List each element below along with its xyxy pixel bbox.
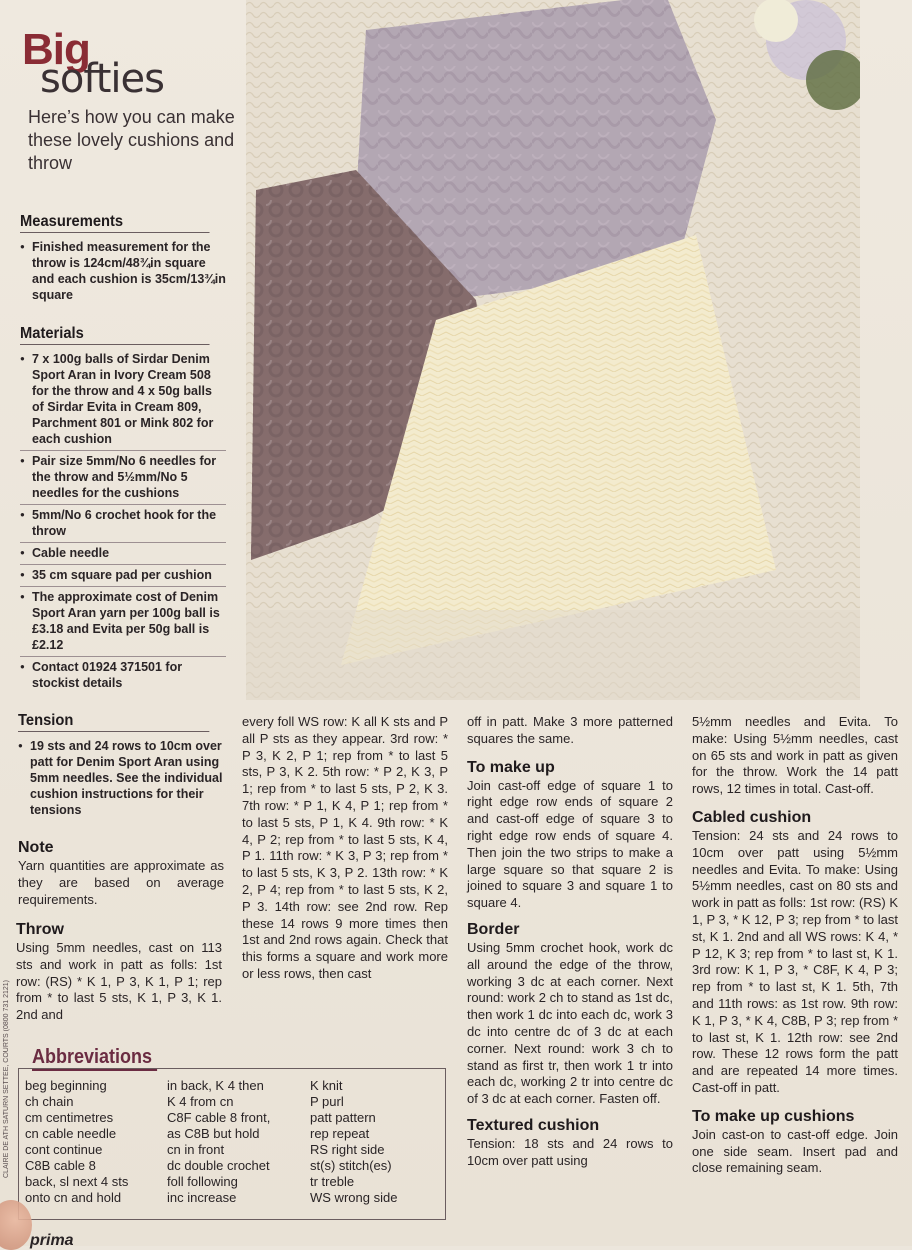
measurements-section [20,214,226,306]
abbreviation-entry: back, sl next 4 sts [25,1174,129,1189]
material-item: ● Cable needle [20,543,226,565]
cabled-cushion-text: Tension: 24 sts and 24 rows to 10cm over patt using 5½mm needles and Evita. To make: Using 5½mm needles, cast on 80 sts and work in patt as folls: 1st row: (RS) K 1, P 3, * K 12, P 3; rep from * to last st, K 1. 2nd and all WS rows: K 4, * P 12, K 3; rep from * to last st, K 1. 3rd row: K 1, P 3, * C8F, K 4, P 3; rep from * to last st, K 1. 5th, 7th and 11th rows: as 1st row. 9th row: K 1, P 3, * K 4, C8B, P 3; rep from * to last st, K 1. 12th row: see 2nd row. These 12 rows form the patt and are repeated 14 more times. Cast-off in patt. [692,827,898,1095]
tension-section [18,713,226,821]
make-up-cushions-heading: To make up cushions [692,1107,855,1125]
throw-continued-text: every foll WS row: K all K sts and P all P sts as they appear. 3rd row: * P 3, K 2, P 1; rep from * to last 5 sts, P 3, K 2. 5th row: * P 2, K 3, P 1; rep from * to last 5 sts, P 2, K 3. 7th row: * P 1, K 4, P 1; rep from * to last 5 sts, P 1, K 4. 9th row: * K 4, P 2; rep from * to last 5 sts, K 4, P 1. 11th row: * K 3, P 3; rep from * to last 5 sts, K 3, P 2. 13th row: * K 2, P 4; rep from * to last 5 sts, K 2, P 3. 14th row: see 2nd row. Rep these 14 rows 9 more times then 1st and 2nd rows again. Check that this forms a square and work more or less rows, then cast [242,714,448,981]
throw-heading: Throw [16,921,64,938]
material-item: ● Pair size 5mm/No 6 needles for the throw and 5½mm/No 5 needles for the cushions [20,451,226,505]
note-heading: Note [18,839,54,856]
abbreviations-heading: Abbreviations [32,1046,153,1068]
abbreviation-entry: foll following [167,1174,238,1189]
abbreviations-col-2 [167,1078,302,1206]
textured-cushion-continued: 5½mm needles and Evita. To make: Using 5½mm needles, cast on 65 sts and work in patt as given for the throw. Work the 14 patt rows, 12 times in total. Cast-off. [692,714,898,797]
abbreviation-entry: in back, K 4 then [167,1078,264,1093]
abbreviation-entry: K knit [310,1078,343,1093]
abbreviation-entry: ch chain [25,1094,74,1109]
abbreviation-entry: RS right side [310,1142,385,1157]
border-text: Using 5mm crochet hook, work dc all around the edge of the throw, working 3 dc at each corner. Next round: work 2 ch to stand as 1st dc, then work 1 dc into each dc, work 3 dc into centre dc of 3 dc at each corner. Next round: work 3 ch to stand as first tr, then work 1 tr into each dc, working 2 tr into centre dc of 3 dc at each corner. Fasten off. [467,939,673,1107]
materials-section [20,326,226,694]
column-3 [467,714,673,1170]
make-up-cushions-text: Join cast-on to cast-off edge. Join one side seam. Insert pad and close remaining seam. [692,1126,898,1176]
cabled-cushion-heading: Cabled cushion [692,808,812,826]
textured-cushion-text: Tension: 18 sts and 24 rows to 10cm over patt using [467,1135,673,1168]
make-up-heading: To make up [467,758,555,776]
abbreviation-entry: K 4 from cn [167,1094,234,1109]
note-section [18,840,224,908]
abbreviation-entry: onto cn and hold [25,1190,122,1205]
column-4 [692,714,898,1177]
abbreviation-entry: dc double crochet [167,1158,270,1173]
abbreviation-entry: P purl [310,1094,344,1109]
title-softies: softies [40,56,164,102]
materials-heading: Materials [20,326,210,345]
magazine-logo: prima [30,1232,74,1249]
border-heading: Border [467,920,520,938]
abbreviation-entry: C8B cable 8 [25,1158,96,1173]
measurements-heading: Measurements [20,214,210,233]
abbreviation-entry: WS wrong side [310,1190,398,1205]
tension-item: ● 19 sts and 24 rows to 10cm over patt for Denim Sport Aran using 5mm needles. See the individual cushion instructions for their tensions [18,736,226,821]
material-item: ● Contact 01924 371501 for stockist details [20,657,226,694]
title-big: Big [22,25,90,74]
tension-heading: Tension [18,713,209,732]
cushions-photo-illustration [246,0,860,700]
abbreviation-entry: as C8B but hold [167,1126,260,1141]
abbreviation-entry: tr treble [310,1174,355,1189]
photo-credit: CLAIRE DE ATH SATURN SETTEE, COURTS (0800 731 2121) [3,979,10,1178]
throw-section [16,922,222,1024]
material-item: ● 7 x 100g balls of Sirdar Denim Sport Aran in Ivory Cream 508 for the throw and 4 x 50g balls of Sirdar Evita in Cream 809, Parchment 801 or Mink 802 for each cushion [20,349,226,451]
abbreviation-entry: cm centimetres [25,1110,114,1125]
column-2 [242,714,448,983]
abbreviation-entry: cont continue [25,1142,103,1157]
material-item: ● 35 cm square pad per cushion [20,565,226,587]
abbreviation-entry: C8F cable 8 front, [167,1110,271,1125]
abbreviation-entry: st(s) stitch(es) [310,1158,392,1173]
material-item: ● 5mm/No 6 crochet hook for the throw [20,505,226,543]
make-up-text: Join cast-off edge of square 1 to right edge row ends of square 2 and cast-off edge of square 3 to right edge row ends of square 4. Then join the two strips to make a large square so that square 2 is joined to square 3 and square 1 to square 4. [467,777,673,911]
abbreviations-col-1 [25,1078,165,1206]
abbreviation-entry: inc increase [167,1190,237,1205]
cushions-photo [246,0,860,700]
abbreviation-entry: cn in front [167,1142,225,1157]
abbreviation-entry: rep repeat [310,1126,370,1141]
material-item: ● The approximate cost of Denim Sport Aran yarn per 100g ball is £3.18 and Evita per 50g ball is £2.12 [20,587,226,657]
subtitle: Here’s how you can make these lovely cushions and throw [28,107,235,173]
note-text: Yarn quantities are approximate as they are based on average requirements. [18,858,224,907]
abbreviation-entry: cn cable needle [25,1126,117,1141]
throw-castoff-text: off in patt. Make 3 more patterned squares the same. [467,714,673,746]
throw-text: Using 5mm needles, cast on 113 sts and work in patt as folls: 1st row: (RS) * K 1, P 3, K 1, P 1; rep from * to last 5 sts, K 1, P 3, K 1. 2nd and [16,940,222,1023]
abbreviation-entry: beg beginning [25,1078,107,1093]
abbreviation-entry: patt pattern [310,1110,376,1125]
textured-cushion-heading: Textured cushion [467,1116,600,1134]
measurement-item: ● Finished measurement for the throw is 124cm/48¾in square and each cushion is 35cm/13¾in square [20,237,226,306]
abbreviations-col-3 [310,1078,440,1206]
